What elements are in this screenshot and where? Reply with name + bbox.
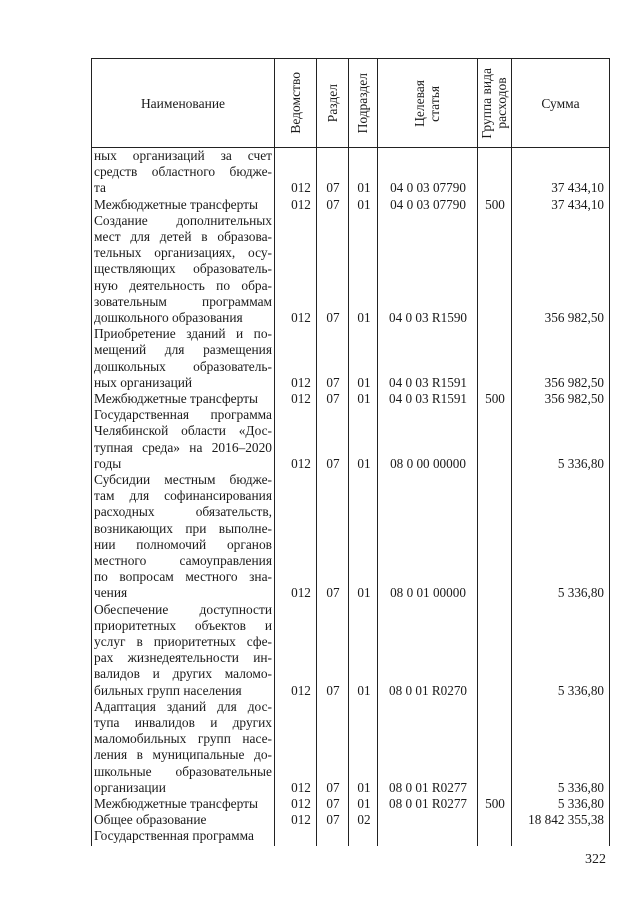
row-podrazdel: 02 <box>357 812 371 828</box>
row-name-line: ных организаций <box>94 374 193 390</box>
row-name-line: тупа инвалидов и других <box>94 714 272 730</box>
column-divider <box>316 59 317 846</box>
row-podrazdel: 01 <box>357 374 371 390</box>
row-razdel: 07 <box>326 180 340 196</box>
row-celevaya: 08 0 01 R0270 <box>388 682 468 698</box>
row-name <box>94 213 272 326</box>
row-name <box>94 812 272 828</box>
row-celevaya: 04 0 03 R1591 <box>388 391 468 406</box>
row-name-line: школьные образовательные <box>94 763 272 779</box>
row-name-line: Приобретение зданий и по- <box>94 326 272 342</box>
row-summa: 5 336,80 <box>557 682 604 698</box>
row-name <box>94 699 272 796</box>
row-name-line: Межбюджетные трансферты <box>94 796 258 811</box>
row-summa: 18 842 355,38 <box>528 812 604 828</box>
row-summa: 356 982,50 <box>544 310 604 325</box>
row-podrazdel: 01 <box>357 455 371 471</box>
row-name <box>94 472 272 602</box>
row-name <box>94 796 272 812</box>
row-name-line: ществляющих образователь- <box>94 261 272 277</box>
row-name-line: расходных обязательств, <box>94 504 272 520</box>
row-razdel: 07 <box>326 391 340 406</box>
header-celevaya <box>377 59 477 147</box>
row-summa: 356 982,50 <box>544 391 604 406</box>
row-gruppa: 500 <box>485 391 505 406</box>
row-vedomstvo: 012 <box>291 391 311 406</box>
row-vedomstvo: 012 <box>291 196 311 212</box>
column-divider <box>274 59 275 846</box>
row-celevaya: 04 0 03 R1590 <box>388 310 468 325</box>
row-name <box>94 391 272 407</box>
row-name-line: местного самоуправления <box>94 552 272 568</box>
row-name-line: Обеспечение доступности <box>94 601 272 617</box>
row-name-line: чения <box>94 585 128 601</box>
row-podrazdel: 01 <box>357 310 371 325</box>
header-name <box>92 59 274 147</box>
row-name-line: Создание дополнительных <box>94 212 272 228</box>
row-name-line: годы <box>94 455 122 471</box>
row-name-line: Государственная программа <box>94 407 272 423</box>
row-vedomstvo: 012 <box>291 374 311 390</box>
row-razdel: 07 <box>326 374 340 390</box>
header-razdel-label: Раздел <box>324 83 340 123</box>
row-name-line: ных организаций за счет <box>94 148 272 163</box>
row-name-line: мещений для размещения <box>94 342 272 358</box>
row-celevaya: 08 0 00 00000 <box>390 455 466 471</box>
header-gruppa <box>477 59 511 147</box>
row-name-line: Государственная программа <box>94 828 254 844</box>
row-summa: 5 336,80 <box>557 796 604 811</box>
row-summa: 5 336,80 <box>557 585 604 601</box>
row-summa: 37 434,10 <box>551 196 604 212</box>
header-podrazdel-label: Подраздел <box>355 72 370 134</box>
row-name-line: Межбюджетные трансферты <box>94 196 258 212</box>
row-gruppa: 500 <box>485 196 505 212</box>
row-celevaya: 04 0 03 R1591 <box>388 374 468 390</box>
header-razdel <box>316 59 348 147</box>
row-vedomstvo: 012 <box>291 455 311 471</box>
row-summa: 37 434,10 <box>551 180 604 196</box>
row-name-line: маломобильных групп насе- <box>94 731 272 747</box>
row-podrazdel: 01 <box>357 779 371 795</box>
row-name-line: Адаптация зданий для дос- <box>94 698 272 714</box>
row-razdel: 07 <box>326 812 340 828</box>
row-celevaya: 04 0 03 07790 <box>390 196 466 212</box>
row-name <box>94 326 272 391</box>
row-podrazdel: 01 <box>357 391 371 406</box>
column-divider <box>511 59 512 846</box>
row-vedomstvo: 012 <box>291 682 311 698</box>
row-name-line: та <box>94 180 106 196</box>
row-name-line: дошкольного образования <box>94 309 243 325</box>
row-name-line: валидов и других маломо- <box>94 666 272 682</box>
row-summa: 5 336,80 <box>557 779 604 795</box>
row-name-line: мест для детей в образова- <box>94 228 272 244</box>
row-celevaya: 04 0 03 07790 <box>390 180 466 196</box>
row-name-line: по вопросам местного зна- <box>94 569 272 585</box>
row-name-line: Межбюджетные трансферты <box>94 391 258 406</box>
row-razdel: 07 <box>326 682 340 698</box>
row-celevaya: 08 0 01 R0277 <box>388 796 468 811</box>
row-name-line: средств областного бюдже- <box>94 164 272 180</box>
row-vedomstvo: 012 <box>291 796 311 811</box>
row-name <box>94 602 272 699</box>
row-summa: 5 336,80 <box>557 455 604 471</box>
row-name <box>94 148 272 197</box>
header-summa <box>511 59 610 147</box>
row-name-line: Субсидии местным бюдже- <box>94 472 272 487</box>
row-vedomstvo: 012 <box>291 310 311 325</box>
header-vedomstvo-label: Ведомство <box>287 72 303 134</box>
row-name-line: рах жизнедеятельности ин- <box>94 650 272 666</box>
row-podrazdel: 01 <box>357 180 371 196</box>
row-name-line: тельных организациях, осу- <box>94 245 272 261</box>
row-name-line: возникающих при выполне- <box>94 520 272 536</box>
row-summa: 356 982,50 <box>544 374 604 390</box>
row-razdel: 07 <box>326 585 340 601</box>
row-razdel: 07 <box>326 310 340 325</box>
row-vedomstvo: 012 <box>291 779 311 795</box>
row-podrazdel: 01 <box>357 196 371 212</box>
row-podrazdel: 01 <box>357 796 371 811</box>
column-divider <box>348 59 349 846</box>
budget-table <box>91 58 610 846</box>
row-celevaya: 08 0 01 R0277 <box>388 779 468 795</box>
row-name-line: дошкольных образователь- <box>94 358 272 374</box>
row-name-line: ную деятельность по обра- <box>94 277 272 293</box>
row-name <box>94 828 272 844</box>
page-number: 322 <box>585 852 606 867</box>
header-celevaya-label: Целевая статья <box>412 79 442 127</box>
row-name-line: тупная среда» на 2016–2020 <box>94 439 272 455</box>
row-razdel: 07 <box>326 796 340 811</box>
header-gruppa-label: Группа вида расходов <box>479 67 509 139</box>
row-name-line: организации <box>94 779 166 795</box>
row-name-line: там для софинансирования <box>94 488 272 504</box>
row-razdel: 07 <box>326 455 340 471</box>
header-vedomstvo <box>274 59 316 147</box>
row-vedomstvo: 012 <box>291 812 311 828</box>
row-name-line: Общее образование <box>94 812 207 828</box>
row-razdel: 07 <box>326 196 340 212</box>
header-name-label: Наименование <box>140 95 226 111</box>
row-gruppa: 500 <box>485 796 505 811</box>
column-divider <box>377 59 378 846</box>
row-celevaya: 08 0 01 00000 <box>390 585 466 601</box>
row-name-line: ления в муниципальные до- <box>94 747 272 763</box>
row-name-line: нии полномочий органов <box>94 536 272 552</box>
row-vedomstvo: 012 <box>291 585 311 601</box>
header-podrazdel <box>348 59 377 147</box>
row-name-line: Челябинской области «Дос- <box>94 423 272 439</box>
row-name-line: зовательным программам <box>94 293 272 309</box>
row-podrazdel: 01 <box>357 585 371 601</box>
row-name-line: приоритетных объектов и <box>94 617 272 633</box>
header-summa-label: Сумма <box>541 95 580 111</box>
row-name <box>94 197 272 213</box>
row-vedomstvo: 012 <box>291 180 311 196</box>
row-name-line: услуг в приоритетных сфе- <box>94 633 272 649</box>
row-name <box>94 407 272 472</box>
row-name-line: бильных групп населения <box>94 682 242 698</box>
row-podrazdel: 01 <box>357 682 371 698</box>
row-razdel: 07 <box>326 779 340 795</box>
column-divider <box>477 59 478 846</box>
